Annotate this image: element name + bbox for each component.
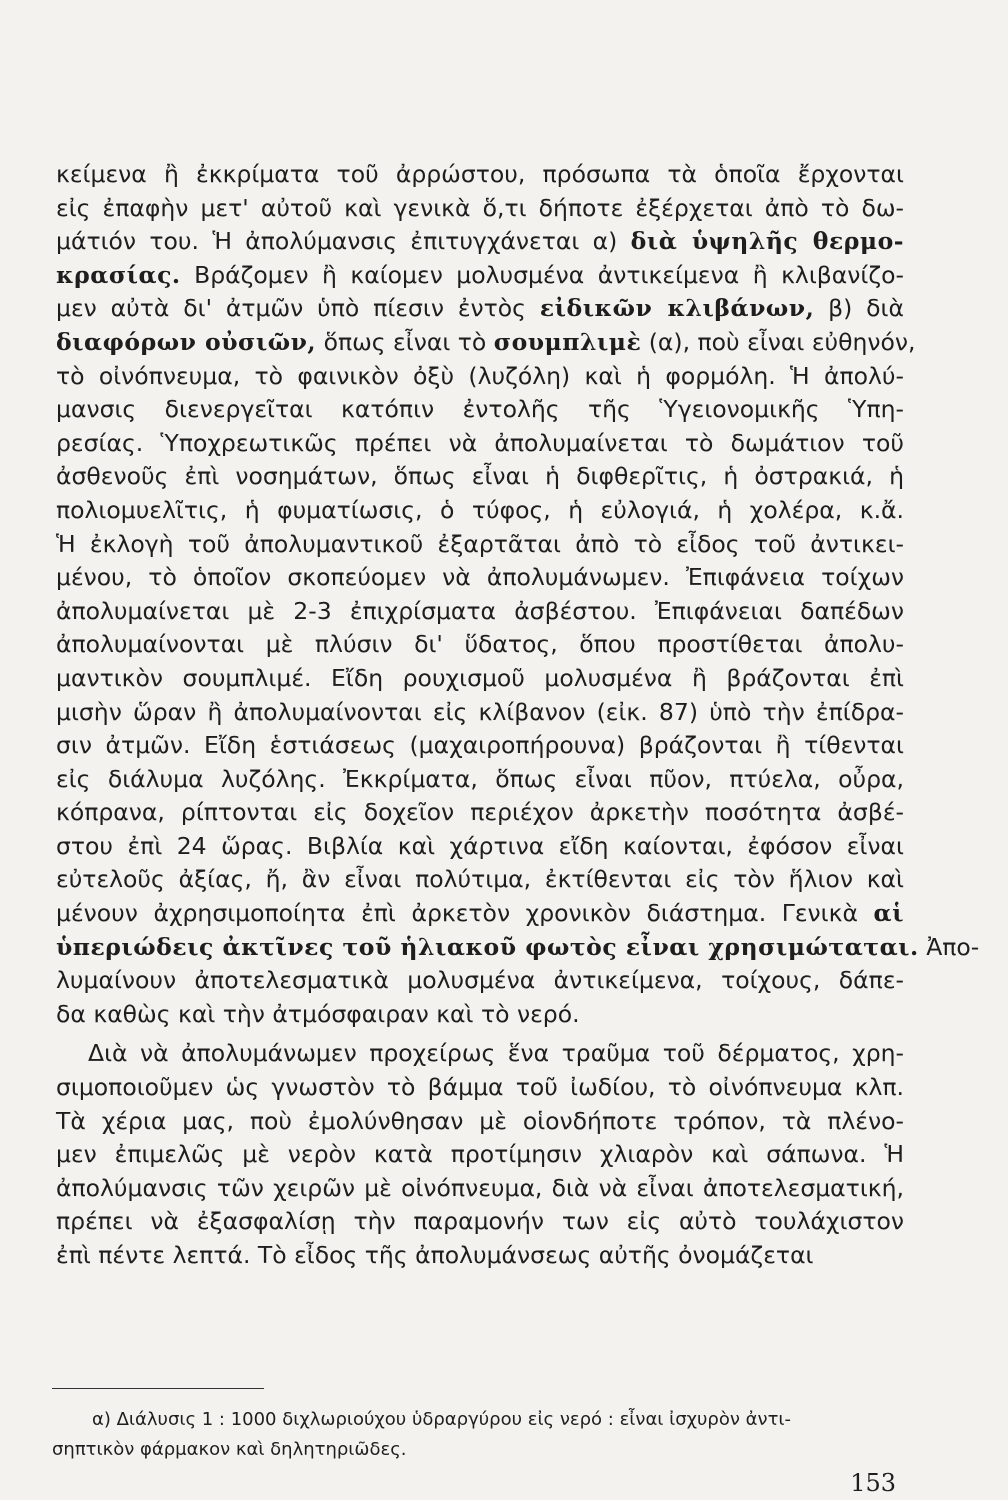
text-line (56, 763, 904, 797)
text-line (56, 595, 904, 629)
text-line (56, 1239, 904, 1273)
text-line (56, 998, 904, 1032)
body-text (56, 158, 980, 1273)
text-run: πολιομυελῖτις, ἡ φυματίωσις, ὁ τύφος, ἡ εὐλογιά, ἡ χολέρα, κ.ἄ. (56, 495, 904, 524)
footnote-line-1: α) Διάλυσις 1 : 1000 διχλωριούχου ὑδραργύρου εἰς νερό : εἶναι ἰσχυρὸν ἀντι- (92, 1409, 791, 1430)
text-line (56, 158, 904, 192)
text-run: μεν ἐπιμελῶς μὲ νερὸν κατὰ προτίμησιν χλιαρὸν καὶ σάπωνα. Ἡ (56, 1140, 904, 1169)
bold-text: διὰ ὑψηλῆς θερμο- (630, 227, 904, 256)
text-run: ὅπως εἶναι τὸ (316, 327, 494, 356)
text-run: μάτιόν του. Ἡ ἀπολύμανσις ἐπιτυγχάνεται α) (56, 227, 631, 256)
footnote-rule (52, 1388, 264, 1389)
text-run: κόπρανα, ρίπτονται εἰς δοχεῖον περιέχον ἀρκετὴν ποσότητα ἀσβέ- (56, 798, 904, 827)
text-run: μεν αὐτὰ δι' ἀτμῶν ὑπὸ πίεσιν ἐντὸς (56, 294, 540, 323)
text-line (56, 225, 904, 259)
text-run: ἀσθενοῦς ἐπὶ νοσημάτων, ὅπως εἶναι ἡ διφθερῖτις, ἡ ὀστρακιά, ἡ (56, 462, 904, 491)
text-run: ἀπολυμαίνεται μὲ 2-3 ἐπιχρίσματα ἀσβέστου. Ἐπιφάνειαι δαπέδων (56, 596, 904, 625)
bold-text: εἰδικῶν κλιβάνων, (539, 294, 815, 323)
text-line (56, 494, 904, 528)
text-line (56, 427, 904, 461)
text-run: μένουν ἀχρησιμοποίητα ἐπὶ ἀρκετὸν χρονικὸν διάστημα. Γενικὰ (56, 899, 874, 928)
text-run: ρεσίας. Ὑποχρεωτικῶς πρέπει νὰ ἀπολυμαίνεται τὸ δωμάτιον τοῦ (56, 428, 904, 457)
text-line (56, 1071, 904, 1105)
text-run: δα καθὼς καὶ τὴν ἀτμόσφαιραν καὶ τὸ νερό. (56, 999, 580, 1028)
text-run: Διὰ νὰ ἀπολυμάνωμεν προχείρως ἕνα τραῦμα τοῦ δέρματος, χρη- (88, 1039, 904, 1068)
text-run: μανσις διενεργεῖται κατόπιν ἐντολῆς τῆς Ὑγειονομικῆς Ὑπη- (56, 395, 904, 424)
text-line (56, 696, 904, 730)
text-line (56, 897, 904, 931)
text-line (56, 460, 904, 494)
text-line (56, 326, 916, 360)
footnote (52, 1405, 908, 1465)
text-run: τὸ οἰνόπνευμα, τὸ φαινικὸν ὀξὺ (λυζόλη) καὶ ἡ φορμόλη. Ἡ ἀπολύ- (56, 361, 904, 390)
text-line (56, 964, 904, 998)
paragraph-2 (56, 1037, 904, 1272)
bold-text: διαφόρων οὐσιῶν, (56, 327, 317, 356)
text-run: κείμενα ἢ ἐκκρίματα τοῦ ἀρρώστου, πρόσωπα τὰ ὁποῖα ἔρχονται (56, 160, 904, 188)
text-line (56, 1105, 904, 1139)
text-run: Βράζομεν ἢ καίομεν μολυσμένα ἀντικείμενα ἢ κλιβανίζο- (180, 260, 904, 289)
text-run: εὐτελοῦς ἀξίας, ἤ, ἂν εἶναι πολύτιμα, ἐκτίθενται εἰς τὸν ἥλιον καὶ (56, 865, 904, 894)
text-line (56, 192, 904, 226)
text-line (56, 863, 904, 897)
text-line (56, 628, 904, 662)
text-line (56, 1138, 904, 1172)
text-line (56, 360, 904, 394)
text-run: μένου, τὸ ὁποῖον σκοπεύομεν νὰ ἀπολυμάνωμεν. Ἐπιφάνεια τοίχων (56, 563, 904, 592)
text-run: ἀπολυμαίνονται μὲ πλύσιν δι' ὕδατος, ὅπου προστίθεται ἀπολυ- (56, 630, 904, 659)
text-run: β) διὰ (814, 294, 904, 323)
text-run: εἰς διάλυμα λυζόλης. Ἐκκρίματα, ὅπως εἶναι πῦον, πτύελα, οὖρα, (56, 764, 904, 793)
text-run: μισὴν ὥραν ἢ ἀπολυμαίνονται εἰς κλίβανον (εἰκ. 87) ὑπὸ τὴν ἐπίδρα- (56, 697, 904, 726)
text-line (56, 796, 904, 830)
text-line (56, 1037, 904, 1071)
text-line (56, 662, 904, 696)
text-line (56, 393, 904, 427)
text-line (56, 931, 980, 965)
text-line (56, 1172, 904, 1206)
text-run: λυμαίνουν ἀποτελεσματικὰ μολυσμένα ἀντικείμενα, τοίχους, δάπε- (56, 966, 904, 995)
text-line (56, 830, 904, 864)
bold-text: κρασίας. (56, 260, 181, 289)
text-line (56, 729, 904, 763)
page-number: 153 (850, 1469, 896, 1497)
text-run: σιμοποιοῦμεν ὡς γνωστὸν τὸ βάμμα τοῦ ἰωδίου, τὸ οἰνόπνευμα κλπ. (56, 1073, 904, 1102)
text-run: Ἡ ἐκλογὴ τοῦ ἀπολυμαντικοῦ ἐξαρτᾶται ἀπὸ τὸ εἶδος τοῦ ἀντικει- (56, 529, 904, 558)
text-line (56, 259, 904, 293)
bold-text: ὑπεριώδεις ἀκτῖνες τοῦ ἡλιακοῦ φωτὸς εἶναι χρησιμώταται. (56, 932, 919, 961)
text-run: ἐπὶ πέντε λεπτά. Τὸ εἶδος τῆς ἀπολυμάνσεως αὐτῆς ὀνομάζεται (56, 1241, 814, 1269)
bold-text: σουμπλιμὲ (493, 327, 642, 356)
text-run: στου ἐπὶ 24 ὥρας. Βιβλία καὶ χάρτινα εἴδη καίονται, ἐφόσον εἶναι (56, 831, 904, 860)
text-run: Τὰ χέρια μας, ποὺ ἐμολύνθησαν μὲ οἱονδήποτε τρόπον, τὰ πλένο- (56, 1106, 904, 1135)
text-run: (α), ποὺ εἶναι εὐθηνόν, (641, 327, 916, 356)
text-line (56, 1205, 904, 1239)
footnote-line-2: σηπτικὸν φάρμακον καὶ δηλητηριῶδες. (52, 1439, 407, 1460)
bold-text: αἱ (873, 899, 904, 928)
text-line (56, 561, 904, 595)
paragraph-1 (56, 158, 980, 1031)
text-line (56, 292, 904, 326)
text-run: μαντικὸν σουμπλιμέ. Εἴδη ρουχισμοῦ μολυσμένα ἢ βράζονται ἐπὶ (56, 663, 904, 692)
text-run: εἰς ἐπαφὴν μετ' αὐτοῦ καὶ γενικὰ ὅ,τι δήποτε ἐξέρχεται ἀπὸ τὸ δω- (56, 193, 904, 222)
text-run: Ἀπο- (918, 932, 980, 961)
text-line (56, 528, 904, 562)
text-run: πρέπει νὰ ἐξασφαλίσῃ τὴν παραμονήν των εἰς αὐτὸ τουλάχιστον (56, 1207, 904, 1236)
text-run: ἀπολύμανσις τῶν χειρῶν μὲ οἰνόπνευμα, διὰ νὰ εἶναι ἀποτελεσματική, (56, 1173, 904, 1202)
text-run: σιν ἀτμῶν. Εἴδη ἑστιάσεως (μαχαιροπήρουνα) βράζονται ἢ τίθενται (56, 731, 904, 760)
